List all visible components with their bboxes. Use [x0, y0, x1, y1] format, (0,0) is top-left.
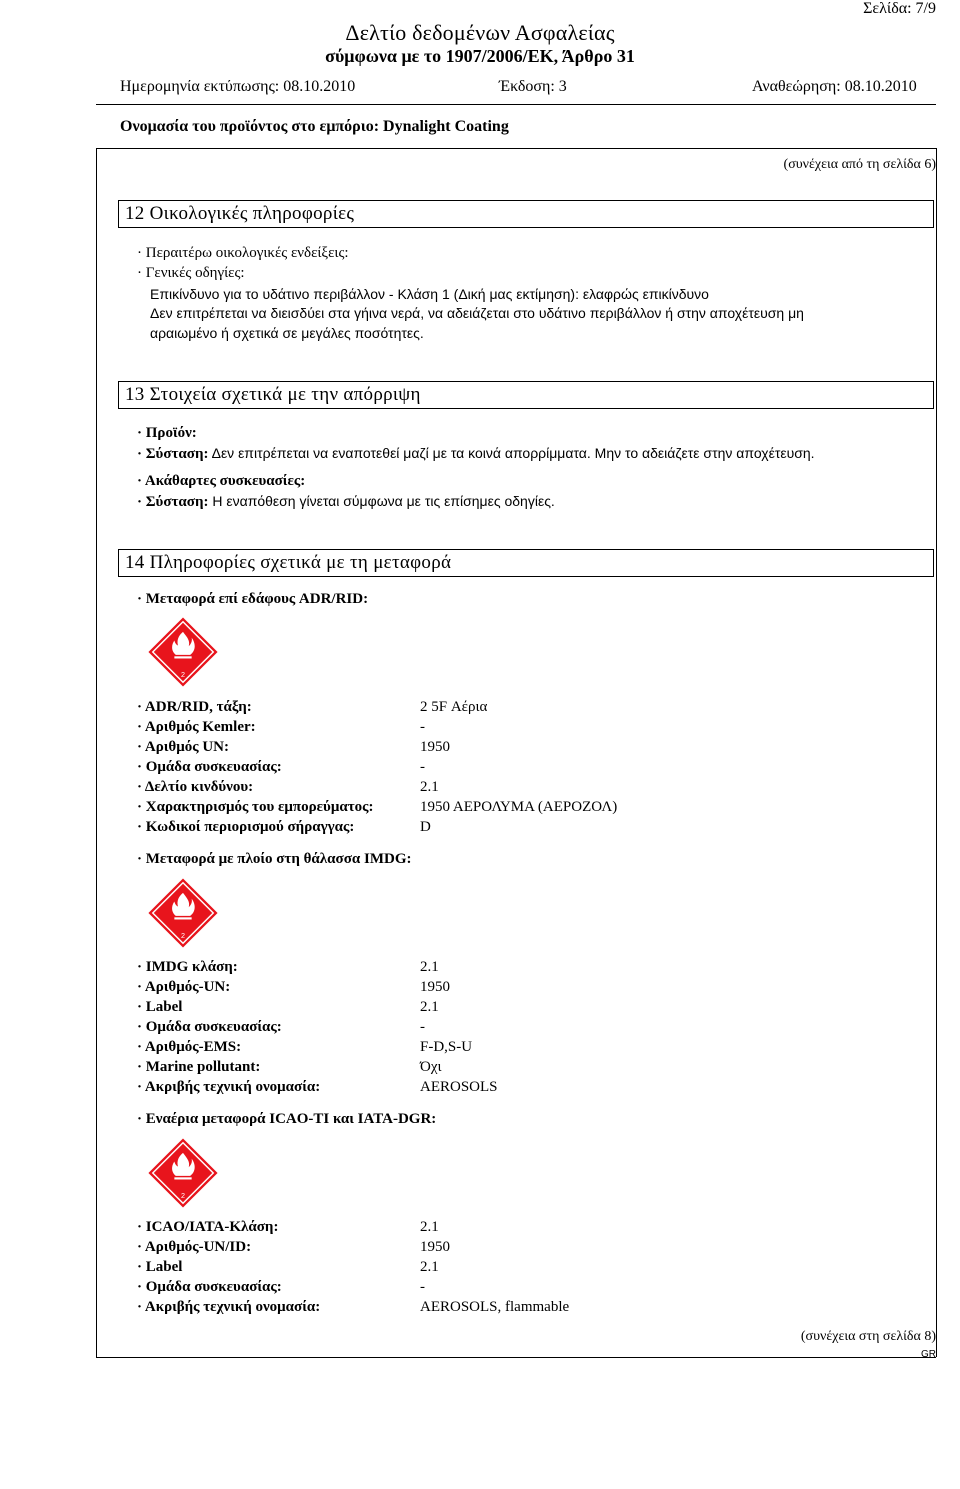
further-eco-label: · Περαιτέρω οικολογικές ενδείξεις:	[137, 245, 349, 261]
adr-label: · ADR/RID, τάξη:	[137, 699, 252, 715]
imdg-label: · Ομάδα συσκευασίας:	[137, 1019, 282, 1035]
frame-right-border	[936, 148, 937, 1357]
imdg-label: · Marine pollutant:	[137, 1059, 261, 1075]
eco-text-2: Δεν επιτρέπεται να διεισδύει στα γήινα νερά, να αδειάζεται στο υδάτινο περιβάλλον ή στην αποχέτευση μη	[150, 305, 804, 321]
imdg-label: · IMDG κλάση:	[137, 959, 238, 975]
frame-bottom-border	[96, 1357, 936, 1358]
recommendation-2-label: · Σύσταση:	[137, 494, 209, 510]
adr-value: 2 5F Αέρια	[420, 699, 488, 715]
imdg-label: · Ακριβής τεχνική ονομασία:	[137, 1079, 321, 1095]
icao-value: 2.1	[420, 1259, 439, 1275]
section-12-title: 12 Οικολογικές πληροφορίες	[125, 203, 355, 224]
imdg-heading: · Μεταφορά με πλοίο στη θάλασσα IMDG:	[137, 851, 412, 867]
product-divider	[96, 148, 936, 149]
header-divider	[96, 104, 936, 105]
general-notes-label: · Γενικές οδηγίες:	[137, 265, 245, 281]
icao-value: 1950	[420, 1239, 450, 1255]
imdg-value: AEROSOLS	[420, 1079, 498, 1095]
frame-left-border	[96, 148, 97, 1357]
section-13-title: 13 Στοιχεία σχετικά με την απόρριψη	[125, 384, 421, 405]
pictogram-class-number: 2	[181, 931, 185, 941]
recommendation-1	[137, 445, 815, 463]
adr-label: · Ομάδα συσκευασίας:	[137, 759, 282, 775]
revision-date: Αναθεώρηση: 08.10.2010	[752, 78, 917, 95]
adr-label: · Κωδικοί περιορισμού σήραγγας:	[137, 819, 355, 835]
recommendation-1-label: · Σύσταση:	[137, 446, 209, 462]
adr-value: 2.1	[420, 779, 439, 795]
adr-rid-heading: · Μεταφορά επί εδάφους ADR/RID:	[137, 591, 369, 607]
product-label: · Προϊόν:	[137, 425, 197, 441]
flammable-gas-pictogram-icao	[147, 1137, 219, 1209]
section-14-title: 14 Πληροφορίες σχετικά με τη μεταφορά	[125, 552, 452, 573]
imdg-value: 2.1	[420, 959, 439, 975]
pictogram-class-number: 2	[181, 670, 185, 680]
imdg-value: F-D,S-U	[420, 1039, 473, 1055]
icao-iata-heading: · Εναέρια μεταφορά ICAO-TI και IATA-DGR:	[137, 1111, 437, 1127]
page-number: Σελίδα: 7/9	[863, 0, 936, 17]
icao-value: AEROSOLS, flammable	[420, 1299, 570, 1315]
adr-label: · Δελτίο κινδύνου:	[137, 779, 254, 795]
adr-value: 1950 ΑΕΡΟΛΥΜΑ (ΑΕΡΟΖΟΛ)	[420, 799, 618, 815]
imdg-label: · Label	[137, 999, 183, 1015]
print-date: Ημερομηνία εκτύπωσης: 08.10.2010	[120, 78, 356, 95]
imdg-label: · Αριθμός-UN:	[137, 979, 231, 995]
adr-label: · Αριθμός Kemler:	[137, 719, 256, 735]
section-14-header	[118, 549, 934, 577]
section-13-header	[118, 381, 934, 409]
adr-label: · Αριθμός UN:	[137, 739, 230, 755]
adr-label: · Χαρακτηρισμός του εμπορεύματος:	[137, 799, 374, 815]
eco-text-1: Επικίνδυνο για το υδάτινο περιβάλλον - Κλάση 1 (Δική μας εκτίμηση): ελαφρώς επικίνδυνο	[150, 286, 709, 302]
edition: Έκδοση: 3	[499, 78, 567, 95]
pictogram-class-number: 2	[181, 1191, 185, 1201]
imdg-label: · Αριθμός-EMS:	[137, 1039, 242, 1055]
imdg-value: Όχι	[420, 1059, 442, 1075]
adr-value: -	[420, 759, 425, 775]
icao-label: · Ομάδα συσκευασίας:	[137, 1279, 282, 1295]
icao-value: -	[420, 1279, 425, 1295]
icao-value: 2.1	[420, 1219, 439, 1235]
adr-value: -	[420, 719, 425, 735]
imdg-value: 2.1	[420, 999, 439, 1015]
section-12-header	[118, 200, 934, 228]
document-subtitle: σύμφωνα με το 1907/2006/ΕΚ, Άρθρο 31	[325, 46, 635, 66]
icao-label: · Αριθμός-UN/ID:	[137, 1239, 252, 1255]
document-title: Δελτίο δεδομένων Ασφαλείας	[345, 20, 615, 45]
flammable-gas-pictogram-adr	[147, 616, 219, 688]
recommendation-2	[137, 493, 555, 511]
continued-from-note: (συνέχεια από τη σελίδα 6)	[783, 157, 936, 172]
adr-value: D	[420, 819, 431, 835]
flammable-gas-pictogram-imdg	[147, 877, 219, 949]
imdg-value: -	[420, 1019, 425, 1035]
icao-label: · ICAO/IATA-Κλάση:	[137, 1219, 279, 1235]
icao-label: · Label	[137, 1259, 183, 1275]
country-code: GR	[921, 1349, 936, 1360]
recommendation-1-text: Δεν επιτρέπεται να εναποτεθεί μαζί με τα κοινά απορρίμματα. Μην το αδειάζετε στην αποχέτευση.	[208, 445, 815, 461]
recommendation-2-text: Η εναπόθεση γίνεται σύμφωνα με τις επίσημες οδηγίες.	[208, 493, 555, 509]
eco-text-3: αραιωμένο ή σχετικά σε μεγάλες ποσότητες.	[150, 325, 424, 341]
continued-to-note: (συνέχεια στη σελίδα 8)	[800, 1329, 936, 1344]
uncleaned-packaging-label: · Ακάθαρτες συσκευασίες:	[137, 473, 306, 489]
adr-value: 1950	[420, 739, 450, 755]
product-name: Ονομασία του προϊόντος στο εμπόριο: Dynalight Coating	[120, 118, 509, 135]
icao-label: · Ακριβής τεχνική ονομασία:	[137, 1299, 321, 1315]
imdg-value: 1950	[420, 979, 450, 995]
